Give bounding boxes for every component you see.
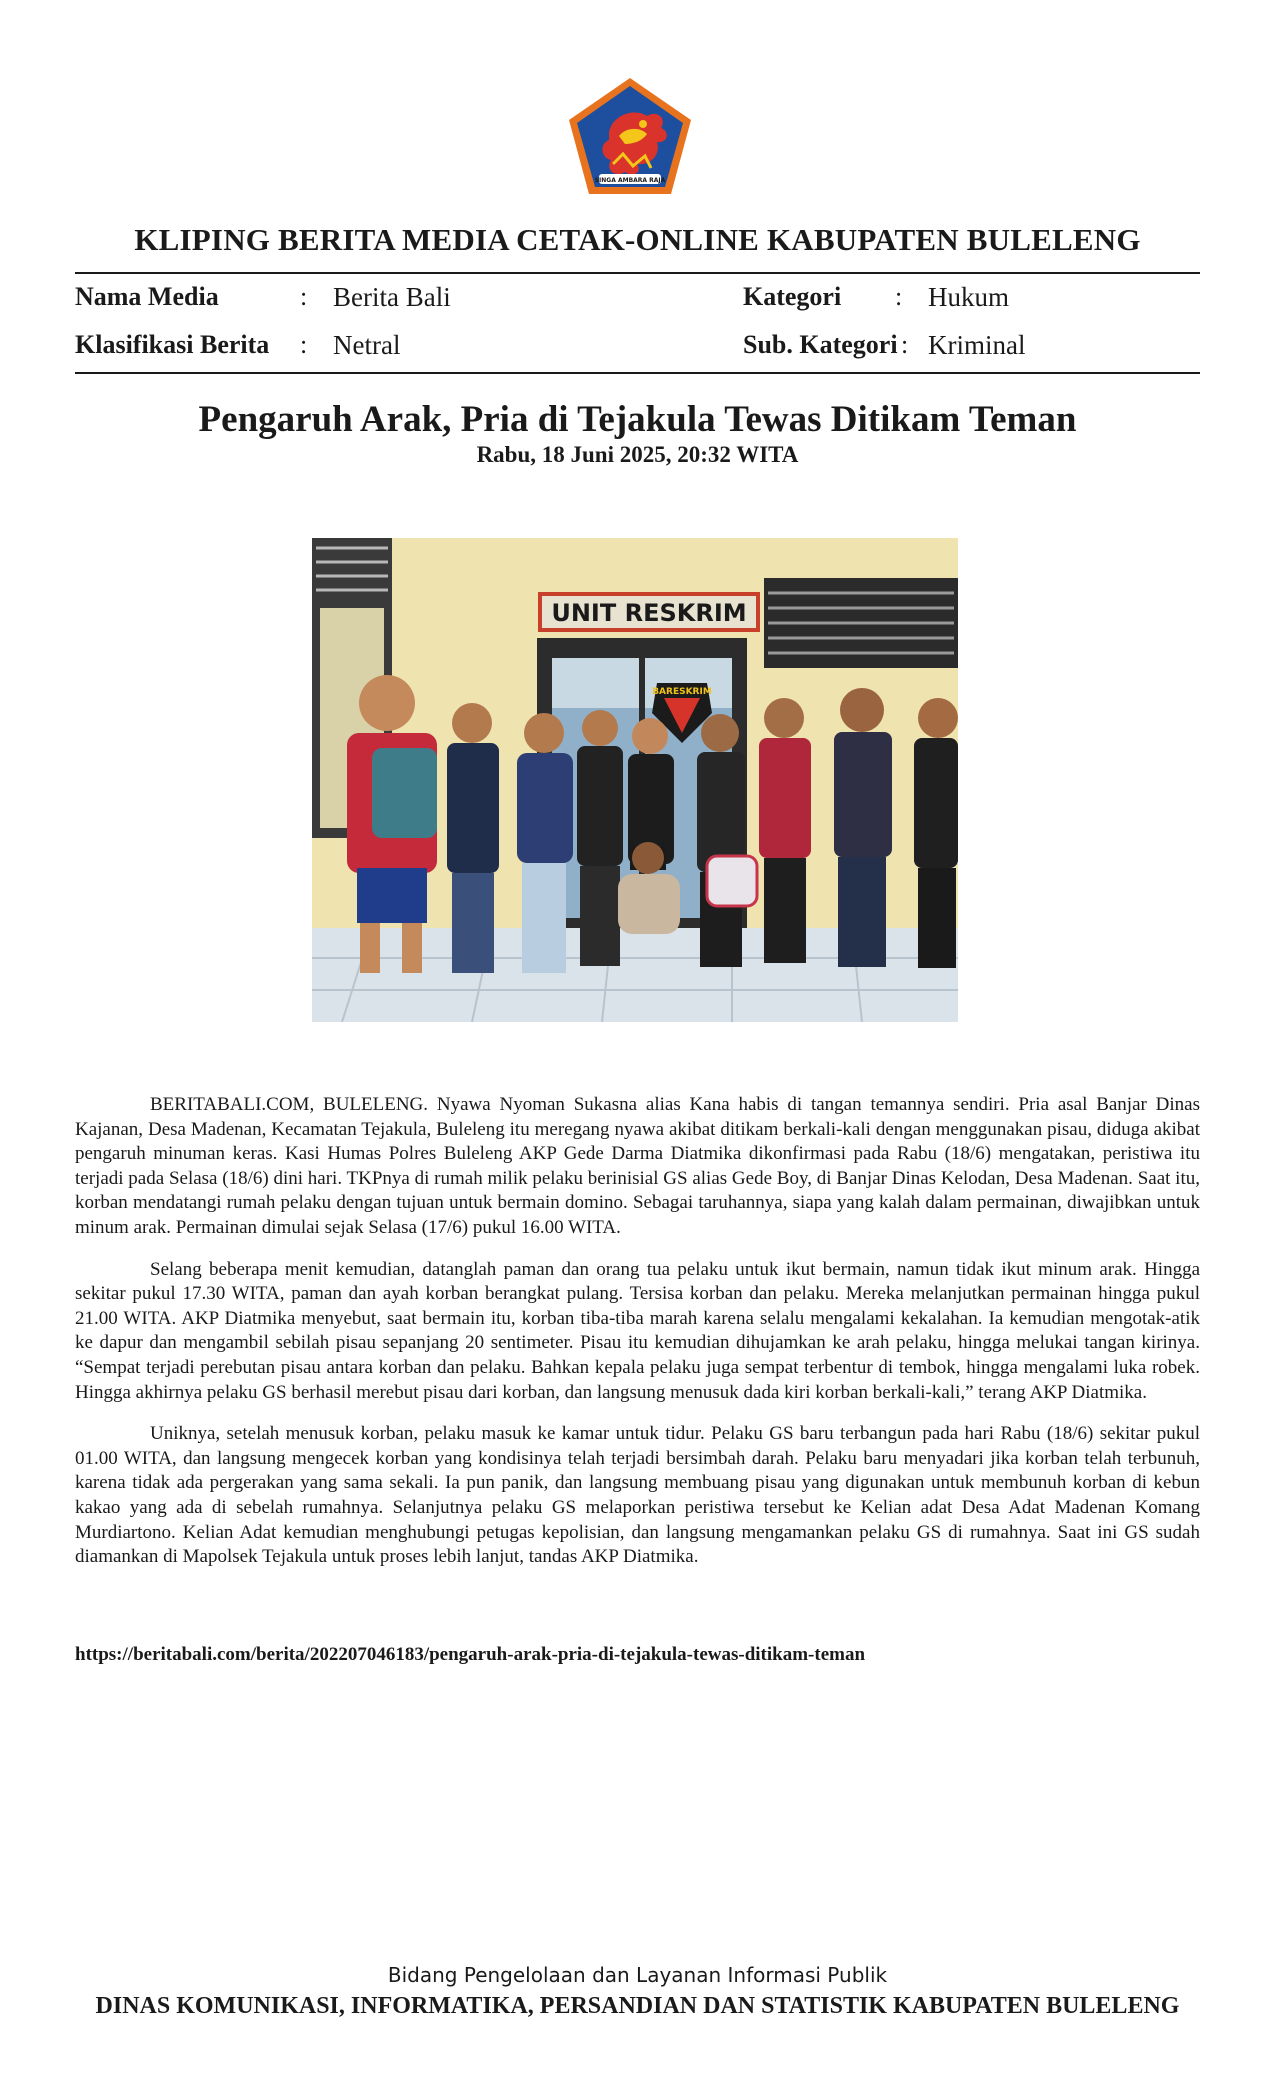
meta-colon: : [300, 330, 308, 359]
article-photo [312, 538, 958, 1022]
article-paragraph: BERITABALI.COM, BULELENG. Nyawa Nyoman Sukasna alias Kana habis di tangan temannya sendiri. Pria asal Banjar Dinas Kajanan, Desa Madenan, Kecamatan Tejakula, Buleleng itu meregang nyawa akibat ditikam berkali-kali dengan menggunakan pisau, diduga akibat pengaruh minuman keras. Kasi Humas Polres Buleleng AKP Gede Darma Diatmika dikonfirmasi pada Rabu (18/6) mengatakan, peristiwa itu terjadi pada Selasa (18/6) dini hari. TKPnya di rumah milik pelaku berinisial GS alias Gede Boy, di Banjar Dinas Kelodan, Desa Madenan. Saat itu, korban mendatangi rumah pelaku dengan tujuan untuk bermain domino. Sebagai taruhannya, siapa yang kalah dalam permainan, diwajibkan untuk minum arak. Permainan dimulai sejak Selasa (17/6) pukul 16.00 WITA. [75, 1094, 1200, 1238]
photo-sign-text: UNIT RESKRIM [551, 599, 747, 627]
meta-nama-media [75, 282, 495, 312]
meta-colon: : [300, 282, 308, 311]
document-header-title: KLIPING BERITA MEDIA CETAK-ONLINE KABUPATEN BULELENG [134, 222, 1141, 257]
source-url-link[interactable]: https://beritabali.com/berita/202207046183/pengaruh-arak-pria-di-tejakula-tewas-ditikam-teman [75, 1644, 866, 1665]
article-title: Pengaruh Arak, Pria di Tejakula Tewas Ditikam Teman [198, 399, 1077, 440]
meta-sub-kategori [743, 330, 1163, 360]
meta-kategori [743, 282, 1163, 312]
meta-value: Kriminal [928, 330, 1026, 360]
meta-klasifikasi-berita [75, 330, 495, 360]
header-top-divider [75, 272, 1200, 274]
article-paragraph: Uniknya, setelah menusuk korban, pelaku masuk ke kamar untuk tidur. Pelaku GS baru terbangun pada hari Rabu (18/6) sekitar pukul 01.00 WITA, dan langsung mengecek korban yang kondisinya telah terjadi bersimbah darah. Pelaku baru menyadari jika korban telah terbunuh, karena tidak ada pergerakan yang sama sekali. Ia pun panik, dan langsung membuang pisau yang digunakan untuk membunuh korban di kebun kakao yang ada di sebelah rumahnya. Selanjutnya pelaku GS melaporkan peristiwa tersebut ke Kelian adat Desa Adat Madenan Komang Murdiartono. Kelian Adat kemudian menghubungi petugas kepolisian, dan langsung mengamankan pelaku GS di rumahnya. Saat ini GS sudah diamankan di Mapolsek Tejakula untuk proses lebih lanjut, tandas AKP Diatmika. [75, 1423, 1200, 1568]
meta-value: Netral [333, 330, 401, 360]
footer-agency: DINAS KOMUNIKASI, INFORMATIKA, PERSANDIAN DAN STATISTIK KABUPATEN BULELENG [95, 1993, 1180, 2019]
header-bottom-divider [75, 372, 1200, 374]
meta-label: Sub. Kategori [743, 330, 898, 359]
footer-department: Bidang Pengelolaan dan Layanan Informasi Publik [387, 1963, 888, 1987]
meta-label: Nama Media [75, 282, 219, 311]
meta-label: Kategori [743, 282, 842, 311]
photo-badge-text: BARESKRIM [652, 687, 712, 697]
meta-value: Berita Bali [333, 282, 451, 312]
article-date: Rabu, 18 Juni 2025, 20:32 WITA [476, 442, 799, 467]
meta-label: Klasifikasi Berita [75, 330, 270, 359]
meta-value: Hukum [928, 282, 1009, 312]
meta-colon: : [895, 282, 903, 311]
article-paragraph: Selang beberapa menit kemudian, datanglah paman dan orang tua pelaku untuk ikut bermain, namun tidak ikut minum arak. Hingga sekitar pukul 17.30 WITA, paman dan ayah korban berangkat pulang. Tersisa korban dan pelaku. Mereka melanjutkan permainan hingga pukul 21.00 WITA. AKP Diatmika menyebut, saat bermain itu, korban tiba-tiba marah karena selalu mengalami kekalahan. Ia kemudian mengotak-atik ke dapur dan mengambil sebilah pisau sepanjang 20 sentimeter. Pisau itu kemudian dihujamkan ke arah pelaku, hingga melukai tangan kirinya. “Sempat terjadi perebutan pisau antara korban dan pelaku. Bahkan kepala pelaku juga sempat terbentur di tembok, hingga mengalami luka robek. Hingga akhirnya pelaku GS berhasil merebut pisau dari korban, dan langsung menusuk dada kiri korban berkali-kali,” terang AKP Diatmika. [75, 1258, 1200, 1403]
meta-colon: : [901, 330, 909, 359]
singa-ambara-raja-emblem-icon [563, 74, 697, 200]
article-body [75, 1093, 1200, 1587]
logo-text: SINGA AMBARA RAJA [594, 177, 666, 184]
